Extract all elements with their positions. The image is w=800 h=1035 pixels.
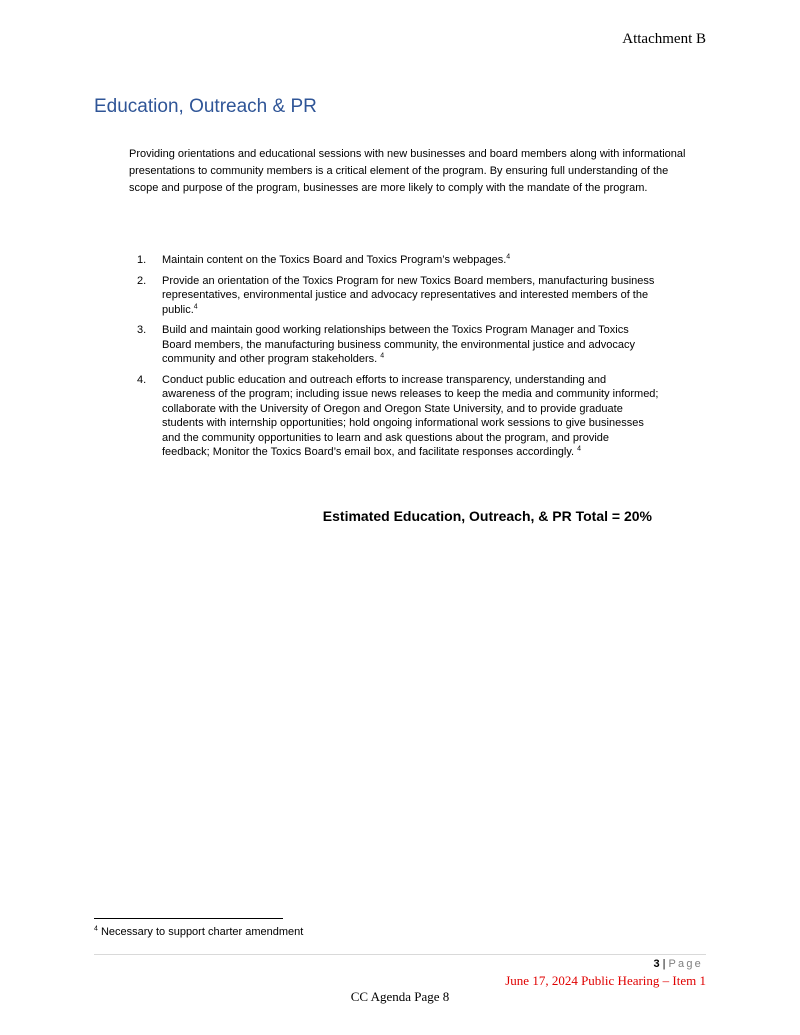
list-item-text: Maintain content on the Toxics Board and Toxics Program’s webpages. [162, 254, 507, 266]
list-item-number: 3. [137, 324, 147, 336]
intro-paragraph: Providing orientations and educational sessions with new businesses and board members along with informational presentations to community members is a critical element of the program. By ensuring full understanding of the scope and purpose of the program, businesses are more likely to comply with the mandate of the program. [129, 148, 686, 194]
page-separator: | [662, 958, 666, 970]
page-number-line [654, 958, 703, 970]
list-item [129, 253, 659, 268]
estimated-total: Estimated Education, Outreach, & PR Total = 20% [322, 508, 652, 524]
page-word: Page [668, 958, 703, 970]
list-item-number: 2. [137, 274, 147, 287]
footnote-ref: 4 [506, 253, 511, 261]
list-item [129, 274, 659, 318]
attachment-label: Attachment B [622, 31, 706, 47]
list-item-text: Provide an orientation of the Toxics Program for new Toxics Board members, manufacturing business representatives, environmental justice and advocacy representatives and interested members of the public. [162, 274, 655, 316]
list-item-number: 4. [137, 373, 147, 386]
footnote-ref: 4 [380, 352, 385, 360]
footer-divider [94, 954, 706, 955]
footnote-divider [94, 918, 283, 919]
list-item [129, 323, 659, 367]
list-item-number: 1. [137, 254, 147, 266]
agenda-page-label: CC Agenda Page 8 [350, 989, 450, 1004]
list-item-text: Conduct public education and outreach efforts to increase transparency, understanding and awareness of the program; including issue news releases to keep the media and community informed; collaborate with the University of Oregon and Oregon State University, and to provide graduate students with internship opportunities; hold ongoing informational work sessions to give businesses and the community opportunities to learn and ask questions about the program, and provide feedback; Monitor the Toxics Board’s email box, and facilitate responses accordingly. [162, 373, 659, 458]
list-item [129, 373, 659, 460]
footnote-ref: 4 [577, 445, 582, 453]
task-list [129, 253, 659, 466]
footnote [94, 926, 303, 938]
list-item-text: Build and maintain good working relationships between the Toxics Program Manager and Toxics Board members, the manufacturing business community, the environmental justice and advocacy community and other program stakeholders. [162, 324, 636, 365]
section-heading: Education, Outreach & PR [94, 96, 317, 117]
footnote-text: Necessary to support charter amendment [97, 926, 304, 938]
footnote-marker: 4 [94, 925, 98, 933]
page-number: 3 [653, 958, 660, 970]
footnote-ref: 4 [193, 302, 198, 310]
hearing-label: June 17, 2024 Public Hearing – Item 1 [505, 973, 706, 988]
